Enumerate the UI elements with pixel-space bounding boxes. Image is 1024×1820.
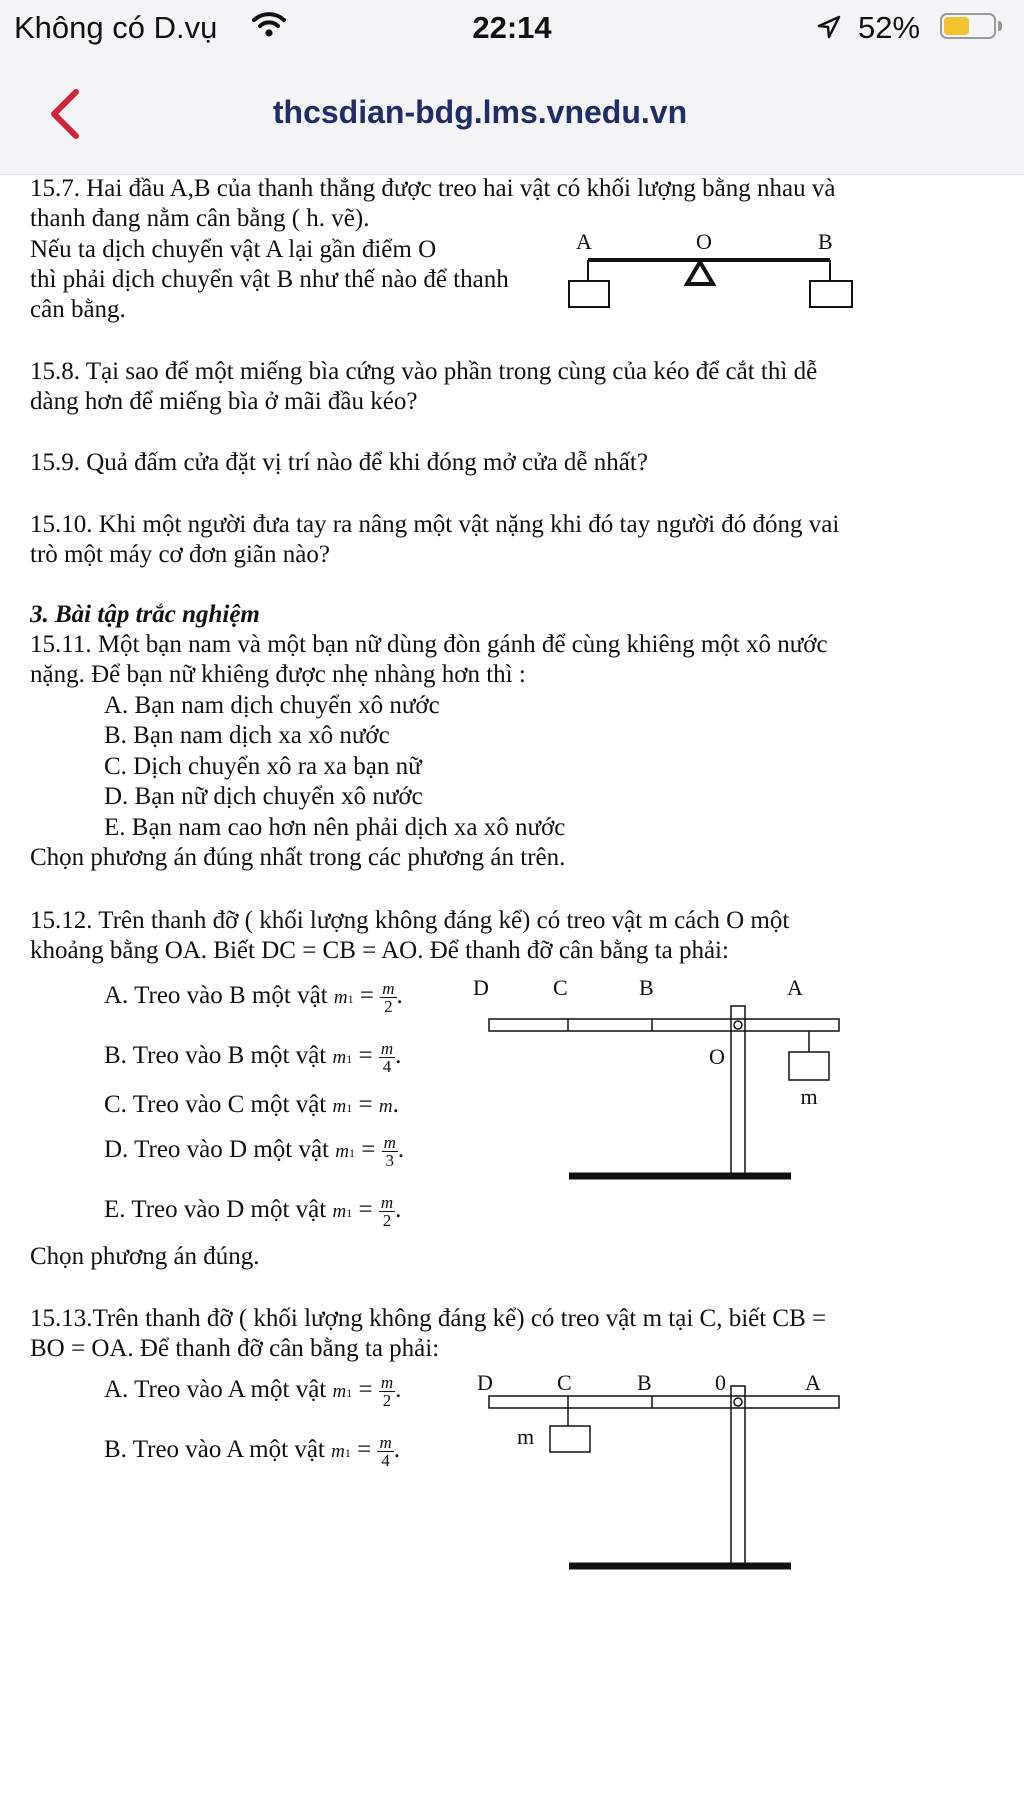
option-end: .: [395, 1196, 402, 1224]
section-heading: 3. Bài tập trắc nghiệm: [30, 601, 260, 628]
fraction-den: 2: [382, 1211, 392, 1230]
option-end: .: [392, 1091, 399, 1118]
option-rhs: m: [378, 1096, 393, 1117]
option-eq: =: [350, 1436, 378, 1464]
status-bar: [0, 0, 1024, 56]
battery-icon: [940, 13, 996, 39]
browser-nav-bar: [0, 56, 1024, 175]
option-fraction: [379, 1040, 395, 1075]
clock: 22:14: [472, 10, 552, 45]
lever-balance-figure: [560, 226, 880, 336]
fraction-den: 2: [382, 1391, 392, 1410]
option-text: C. Treo vào C một vật: [104, 1091, 327, 1118]
option-sub: 1: [346, 1052, 353, 1067]
fraction-num: m: [380, 1193, 394, 1212]
fig1512-pivot: [734, 1021, 742, 1029]
fig1513-label-o: 0: [715, 1370, 726, 1395]
option-sub: 1: [346, 1101, 353, 1115]
document-page: [0, 174, 1024, 1820]
q1513-line2: BO = OA. Để thanh đỡ cân bằng ta phải:: [30, 1335, 440, 1362]
option-var: m: [332, 1096, 347, 1117]
option-var: m: [332, 1381, 347, 1403]
q157-line2: thanh đang nằm cân bằng ( h. vẽ).: [30, 205, 370, 232]
q1512-option-e: [104, 1194, 401, 1229]
fig1513-label-a: A: [805, 1370, 821, 1395]
option-text: E. Treo vào D một vật: [104, 1196, 327, 1224]
q1512-option-b: [104, 1040, 401, 1075]
option-fraction: [382, 1134, 398, 1169]
fig1512-label-c: C: [553, 975, 568, 1000]
fig1513-weight: [550, 1426, 590, 1452]
q157-line5: cân bằng.: [30, 296, 126, 323]
q158-line1: 15.8. Tại sao để một miếng bìa cứng vào phần trong cùng của kéo để cắt thì dễ: [30, 358, 818, 385]
fig157-label-a: A: [576, 229, 592, 254]
battery-percent: 52%: [858, 10, 921, 45]
fig157-weight-a: [569, 281, 609, 307]
fig157-label-b: B: [818, 229, 833, 254]
option-eq: =: [353, 982, 381, 1010]
option-var: m: [332, 1201, 347, 1223]
fraction-num: m: [383, 1133, 396, 1152]
fraction-den: 2: [384, 997, 393, 1016]
option-end: .: [395, 1376, 402, 1404]
fig1513-pivot: [734, 1398, 742, 1406]
q157-line1: 15.7. Hai đầu A,B của thanh thẳng được treo hai vật có khối lượng bằng nhau và: [30, 175, 836, 202]
carrier-label: Không có D.vụ: [14, 10, 218, 45]
fig1512-label-o: O: [709, 1044, 725, 1069]
option-fraction: [380, 980, 396, 1015]
q157-line4: thì phải dịch chuyển vật B như thế nào để thanh: [30, 266, 509, 293]
fig1512-label-a: A: [787, 975, 803, 1000]
fraction-num: m: [382, 979, 395, 998]
fig1512-label-d: D: [473, 975, 489, 1000]
q1511-option: A. Bạn nam dịch chuyển xô nước: [104, 692, 440, 719]
fig1512-label-b: B: [639, 975, 654, 1000]
option-fraction: [377, 1434, 393, 1469]
q1512-line2: khoảng bằng OA. Biết DC = CB = AO. Để thanh đỡ cân bằng ta phải:: [30, 937, 729, 964]
option-eq: =: [352, 1196, 379, 1224]
option-end: .: [397, 1136, 405, 1164]
q1512-option-a: [104, 980, 403, 1015]
option-sub: 1: [347, 992, 354, 1007]
q1511-option: D. Bạn nữ dịch chuyển xô nước: [104, 783, 423, 810]
q158-line2: dàng hơn để miếng bìa ở mãi đầu kéo?: [30, 388, 418, 415]
fraction-num: m: [380, 1039, 394, 1058]
option-text: D. Treo vào D một vật: [104, 1136, 329, 1164]
q1512-closing: Chọn phương án đúng.: [30, 1243, 260, 1270]
q1511-line1: 15.11. Một bạn nam và một bạn nữ dùng đòn gánh để cùng khiêng một xô nước: [30, 631, 828, 658]
fig1513-post: [731, 1386, 745, 1564]
q1511-option: B. Bạn nam dịch xa xô nước: [104, 722, 390, 749]
q1513-option-a: [104, 1374, 401, 1409]
q1512-option-d: [104, 1134, 404, 1169]
option-eq: =: [352, 1376, 379, 1404]
q1511-option: C. Dịch chuyển xô ra xa bạn nữ: [104, 753, 422, 780]
option-sub: 1: [346, 1386, 353, 1401]
option-eq: =: [352, 1042, 379, 1070]
option-text: A. Treo vào A một vật: [104, 1376, 327, 1404]
q1511-option: E. Bạn nam cao hơn nên phải dịch xa xô nước: [104, 814, 566, 841]
q1510-line2: trò một máy cơ đơn giãn nào?: [30, 541, 330, 568]
fig1513-label-d: D: [477, 1370, 493, 1395]
option-sub: 1: [346, 1206, 353, 1221]
fig1512-beam: [489, 1019, 839, 1031]
url-label[interactable]: thcsdian-bdg.lms.vnedu.vn: [272, 94, 688, 130]
option-fraction: [379, 1194, 395, 1229]
lever-stand-figure-1513: [465, 1366, 845, 1581]
q1513-line1: 15.13.Trên thanh đỡ ( khối lượng không đáng kể) có treo vật m tại C, biết CB =: [30, 1305, 827, 1332]
fig1513-beam: [489, 1396, 839, 1408]
option-fraction: [379, 1374, 395, 1409]
fig1512-weight: [789, 1052, 829, 1080]
location-arrow-icon: [816, 14, 842, 45]
option-text: B. Treo vào A một vật: [104, 1436, 325, 1464]
option-text: A. Treo vào B một vật: [104, 982, 328, 1010]
q1510-line1: 15.10. Khi một người đưa tay ra nâng một vật nặng khi đó tay người đó đóng vai: [30, 511, 840, 538]
fig157-weight-b: [810, 281, 852, 307]
q1512-option-c: [104, 1090, 399, 1123]
option-var: m: [333, 987, 348, 1009]
q1513-option-b: [104, 1434, 400, 1469]
q1511-closing: Chọn phương án đúng nhất trong các phương án trên.: [30, 844, 566, 871]
option-eq: =: [354, 1136, 382, 1164]
q157-line3: Nếu ta dịch chuyển vật A lại gần điểm O: [30, 236, 437, 263]
fig1513-label-m: m: [517, 1424, 535, 1449]
option-var: m: [335, 1141, 349, 1163]
fig1513-label-c: C: [557, 1370, 572, 1395]
fig1512-label-m: m: [800, 1084, 818, 1109]
option-end: .: [395, 1042, 402, 1070]
fig157-fulcrum: [687, 262, 713, 284]
q159-line1: 15.9. Quả đấm cửa đặt vị trí nào để khi đóng mở cửa dễ nhất?: [30, 449, 648, 476]
fig1513-label-b: B: [637, 1370, 652, 1395]
option-text: B. Treo vào B một vật: [104, 1042, 327, 1070]
q1511-line2: nặng. Để bạn nữ khiêng được nhẹ nhàng hơn thì :: [30, 661, 526, 688]
battery-level: [944, 17, 969, 35]
option-end: .: [393, 1436, 400, 1464]
option-var: m: [332, 1047, 347, 1069]
option-eq: =: [352, 1091, 379, 1118]
option-var: m: [331, 1441, 345, 1463]
fraction-den: 4: [381, 1451, 390, 1470]
lever-stand-figure-1512: [465, 974, 845, 1189]
option-sub: 1: [348, 1146, 355, 1161]
fig157-label-o: O: [696, 229, 712, 254]
option-end: .: [396, 982, 403, 1010]
fraction-num: m: [379, 1433, 392, 1452]
option-sub: 1: [344, 1446, 351, 1461]
q1512-line1: 15.12. Trên thanh đỡ ( khối lượng không đáng kể) có treo vật m cách O một: [30, 907, 790, 934]
fraction-num: m: [380, 1373, 394, 1392]
fraction-den: 3: [385, 1151, 394, 1170]
battery-cap: [998, 21, 1002, 31]
fraction-den: 4: [382, 1057, 392, 1076]
